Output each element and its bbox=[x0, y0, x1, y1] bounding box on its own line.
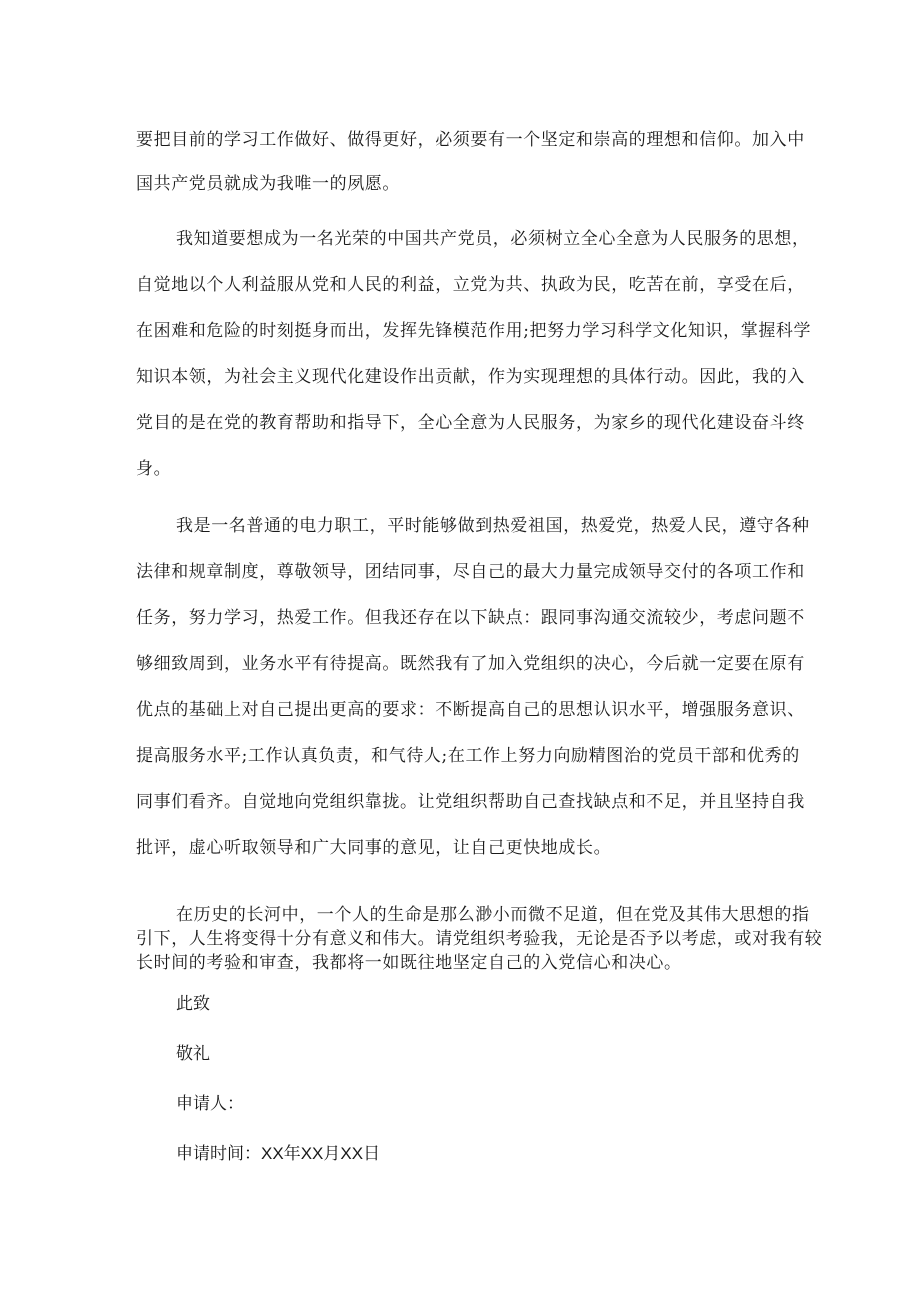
paragraph-2-line: 知识本领，为社会主义现代化建设作出贡献，作为实现理想的具体行动。因此，我的入 bbox=[136, 367, 805, 387]
paragraph-3-line: 够细致周到，业务水平有待提高。既然我有了加入党组织的决心，今后就一定要在原有 bbox=[136, 654, 805, 674]
paragraph-4-line: 长时间的考验和审查，我都将一如既往地坚定自己的入党信心和决心。 bbox=[136, 953, 682, 973]
salutation-ci-zhi: 此致 bbox=[176, 994, 210, 1014]
paragraph-2-line: 自觉地以个人利益服从党和人民的利益，立党为共、执政为民，吃苦在前，享受在后， bbox=[136, 275, 805, 295]
paragraph-4-line: 引下，人生将变得十分有意义和伟大。请党组织考验我，无论是否予以考虑，或对我有较 bbox=[136, 929, 823, 949]
applicant-label: 申请人： bbox=[176, 1094, 244, 1114]
paragraph-3-line: 提高服务水平;工作认真负责，和气待人;在工作上努力向励精图治的党员干部和优秀的 bbox=[136, 746, 800, 766]
paragraph-3-line: 同事们看齐。自觉地向党组织靠拢。让党组织帮助自己查找缺点和不足，并且坚持自我 bbox=[136, 792, 805, 812]
paragraph-3-line: 我是一名普通的电力职工，平时能够做到热爱祖国，热爱党，热爱人民，遵守各种 bbox=[176, 516, 810, 536]
date-month: XX bbox=[300, 1144, 324, 1163]
application-date bbox=[176, 1139, 380, 1164]
day-char: 日 bbox=[363, 1144, 381, 1164]
paragraph-3-line: 法律和规章制度，尊敬领导，团结同事，尽自己的最大力量完成领导交付的各项工作和 bbox=[136, 562, 805, 582]
paragraph-4-line: 在历史的长河中，一个人的生命是那么渺小而微不足道，但在党及其伟大思想的指 bbox=[176, 905, 810, 925]
salutation-jing-li: 敬礼 bbox=[176, 1044, 210, 1064]
year-char: 年 bbox=[283, 1144, 301, 1164]
paragraph-2-line: 党目的是在党的教育帮助和指导下，全心全意为人民服务，为家乡的现代化建设奋斗终 bbox=[136, 413, 805, 433]
paragraph-3-line: 任务，努力学习，热爱工作。但我还存在以下缺点：跟同事沟通交流较少，考虑问题不 bbox=[136, 608, 805, 628]
paragraph-3-line: 批评，虚心听取领导和广大同事的意见，让自己更快地成长。 bbox=[136, 838, 612, 858]
paragraph-1-line: 国共产党员就成为我唯一的夙愿。 bbox=[136, 174, 400, 194]
paragraph-2-line: 我知道要想成为一名光荣的中国共产党员，必须树立全心全意为人民服务的思想， bbox=[176, 229, 810, 249]
paragraph-1-line: 要把目前的学习工作做好、做得更好，必须要有一个坚定和崇高的理想和信仰。加入中 bbox=[136, 130, 805, 150]
paragraph-2-line: 身。 bbox=[136, 459, 172, 479]
date-label: 申请时间： bbox=[176, 1144, 261, 1164]
date-day: XX bbox=[340, 1144, 364, 1163]
date-year: XX bbox=[261, 1144, 284, 1163]
month-char: 月 bbox=[323, 1144, 341, 1164]
paragraph-3-line: 优点的基础上对自己提出更高的要求：不断提高自己的思想认识水平，增强服务意识、 bbox=[136, 700, 805, 720]
paragraph-2-line: 在困难和危险的时刻挺身而出，发挥先锋模范作用;把努力学习科学文化知识，掌握科学 bbox=[136, 321, 812, 341]
